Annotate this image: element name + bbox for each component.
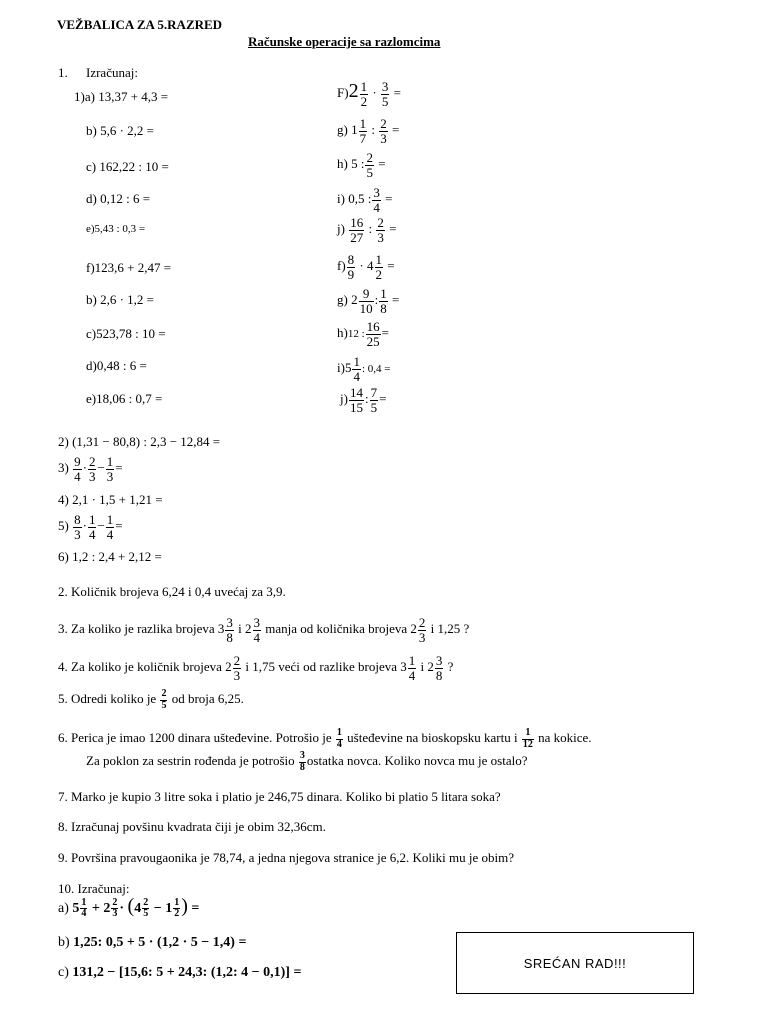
task-1h: h) 5 : $\frac{2}{5}$ = xyxy=(337,150,386,180)
task-1F: F)2 $\frac{1}{2}$ · $\frac{3}{5}$ = xyxy=(337,79,401,109)
task-1d: d) 0,12 : 6 = xyxy=(86,191,151,206)
task-4: 4) 2,1 · 1,5 + 1,21 = xyxy=(58,492,163,507)
task-1c2: c)523,78 : 10 = xyxy=(86,326,166,341)
problem-6-line2: Za poklon za sestrin rođenda je potrošio $\frac{3}{8}$ ostatka novca. Koliko novca mu je ostalo? xyxy=(86,750,528,773)
good-luck-text: SREĆAN RAD!!! xyxy=(523,955,627,971)
task-1e2: e)18,06 : 0,7 = xyxy=(86,391,163,406)
page-title: VEŽBALICA ZA 5.RAZRED xyxy=(57,17,223,32)
task-3: 3) $\frac{9}{4}$ · $\frac{2}{3}$ − $\frac{1}{3}$ = xyxy=(58,454,123,484)
problem-10a: a) 5 $\frac{1}{4}$ + 2 $\frac{2}{3}$ · (4 $\frac{2}{5}$ − 1 $\frac{1}{2}$ ) = xyxy=(58,895,200,920)
task-1a: 1)a) 13,37 + 4,3 = xyxy=(74,89,169,104)
task-1i2-right: i)5 $\frac{1}{4}$ : 0,4 = xyxy=(337,354,391,384)
problem-8: 8. Izračunaj povšinu kvadrata čiji je obim 32,36cm. xyxy=(58,819,326,834)
section-1-number: 1. xyxy=(58,65,68,80)
task-1d2: d)0,48 : 6 = xyxy=(86,358,147,373)
section-1-label: Izračunaj: xyxy=(86,65,138,80)
problem-10c: c) 131,2 − [15,6: 5 + 24,3: (1,2: 4 − 0,1)] = xyxy=(58,965,302,980)
task-1g: g) 1 $\frac{1}{7}$ : $\frac{2}{3}$ = xyxy=(337,116,400,146)
problem-10-label: 10. Izračunaj: xyxy=(58,881,130,896)
problem-6-line1: 6. Perica je imao 1200 dinara ušteđevine. Potrošio je $\frac{1}{4}$ ušteđevine na bioskopsku kartu i $\frac{1}{12}$ na kokice. xyxy=(58,727,592,750)
task-1h2-right: h)12 : $\frac{16}{25}$ = xyxy=(337,319,389,349)
problem-2: 2. Količnik brojeva 6,24 i 0,4 uvećaj za 3,9. xyxy=(58,584,286,599)
good-luck-box xyxy=(456,932,694,994)
task-5: 5) $\frac{8}{3}$ · $\frac{1}{4}$ − $\frac{1}{4}$ = xyxy=(58,512,123,542)
task-1j2-right: j) $\frac{14}{15}$ : $\frac{7}{5}$ = xyxy=(340,385,387,415)
task-1c: c) 162,22 : 10 = xyxy=(86,159,169,174)
task-1b2: b) 2,6 · 1,2 = xyxy=(86,292,155,307)
task-1j: j) $\frac{16}{27}$ : $\frac{2}{3}$ = xyxy=(337,215,397,245)
task-1b: b) 5,6 · 2,2 = xyxy=(86,123,155,138)
task-1f2-right: f) $\frac{8}{9}$ · 4 $\frac{1}{2}$ = xyxy=(337,252,395,282)
task-1f2: f)123,6 + 2,47 = xyxy=(86,260,172,275)
problem-9: 9. Površina pravougaonika je 78,74, a jedna njegova stranice je 6,2. Koliki mu je obim? xyxy=(58,850,514,865)
page-subtitle: Računske operacije sa razlomcima xyxy=(248,34,441,49)
task-1e: e)5,43 : 0,3 = xyxy=(86,223,146,235)
problem-7: 7. Marko je kupio 3 litre soka i platio je 246,75 dinara. Koliko bi platio 5 litara soka? xyxy=(58,789,501,804)
task-1i: i) 0,5 : $\frac{3}{4}$ = xyxy=(337,185,393,215)
problem-5: 5. Odredi koliko je $\frac{2}{5}$ od broja 6,25. xyxy=(58,688,244,711)
task-1g2-right: g) 2 $\frac{9}{10}$ : $\frac{1}{8}$ = xyxy=(337,286,400,316)
problem-3: 3. Za koliko je razlika brojeva 3 $\frac{3}{8}$ i 2 $\frac{3}{4}$ manja od količnika brojeva 2 $\frac{2}{3}$ i 1,25 ? xyxy=(58,615,470,645)
task-2: 2) (1,31 − 80,8) : 2,3 − 12,84 = xyxy=(58,434,221,449)
task-6: 6) 1,2 : 2,4 + 2,12 = xyxy=(58,549,162,564)
problem-4: 4. Za koliko je količnik brojeva 2 $\frac{2}{3}$ i 1,75 veći od razlike brojeva 3 $\frac{1}{4}$ i 2 $\frac{3}{8}$ ? xyxy=(58,653,454,683)
problem-10b: b) 1,25: 0,5 + 5 · (1,2 · 5 − 1,4) = xyxy=(58,935,247,950)
